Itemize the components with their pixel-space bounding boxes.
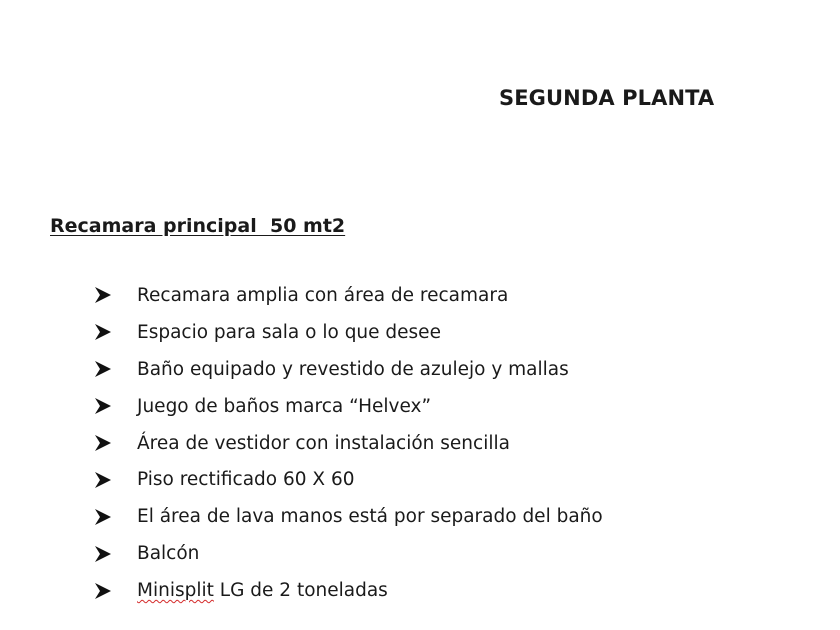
list-item [93,314,603,351]
list-item [93,461,603,498]
arrowhead-bullet-icon [93,396,113,416]
section-heading: Recamara principal 50 mt2 [50,215,346,237]
list-item [93,351,603,388]
arrowhead-bullet-icon [93,433,113,453]
list-item [93,535,603,572]
arrowhead-bullet-icon [93,359,113,379]
arrowhead-bullet-icon [93,470,113,490]
arrowhead-bullet-icon [93,507,113,527]
list-item-text: Recamara amplia con área de recamara [137,284,509,306]
list-item [93,572,603,609]
list-item-text: El área de lava manos está por separado del baño [137,506,603,528]
list-item-text: Piso rectificado 60 X 60 [137,469,355,491]
arrowhead-bullet-icon [93,581,113,601]
feature-list [93,277,603,609]
list-item [93,277,603,314]
page-title: SEGUNDA PLANTA [499,86,715,110]
list-item-text: Juego de baños marca “Helvex” [137,395,432,417]
list-item [93,388,603,425]
list-item-text: Balcón [137,543,200,565]
arrowhead-bullet-icon [93,544,113,564]
arrowhead-bullet-icon [93,322,113,342]
list-item-text: Baño equipado y revestido de azulejo y mallas [137,358,569,380]
list-item-text: Minisplit LG de 2 toneladas [137,580,388,602]
list-item [93,498,603,535]
list-item-text: Espacio para sala o lo que desee [137,321,441,343]
list-item-text: Área de vestidor con instalación sencilla [137,432,510,454]
arrowhead-bullet-icon [93,285,113,305]
list-item [93,425,603,462]
